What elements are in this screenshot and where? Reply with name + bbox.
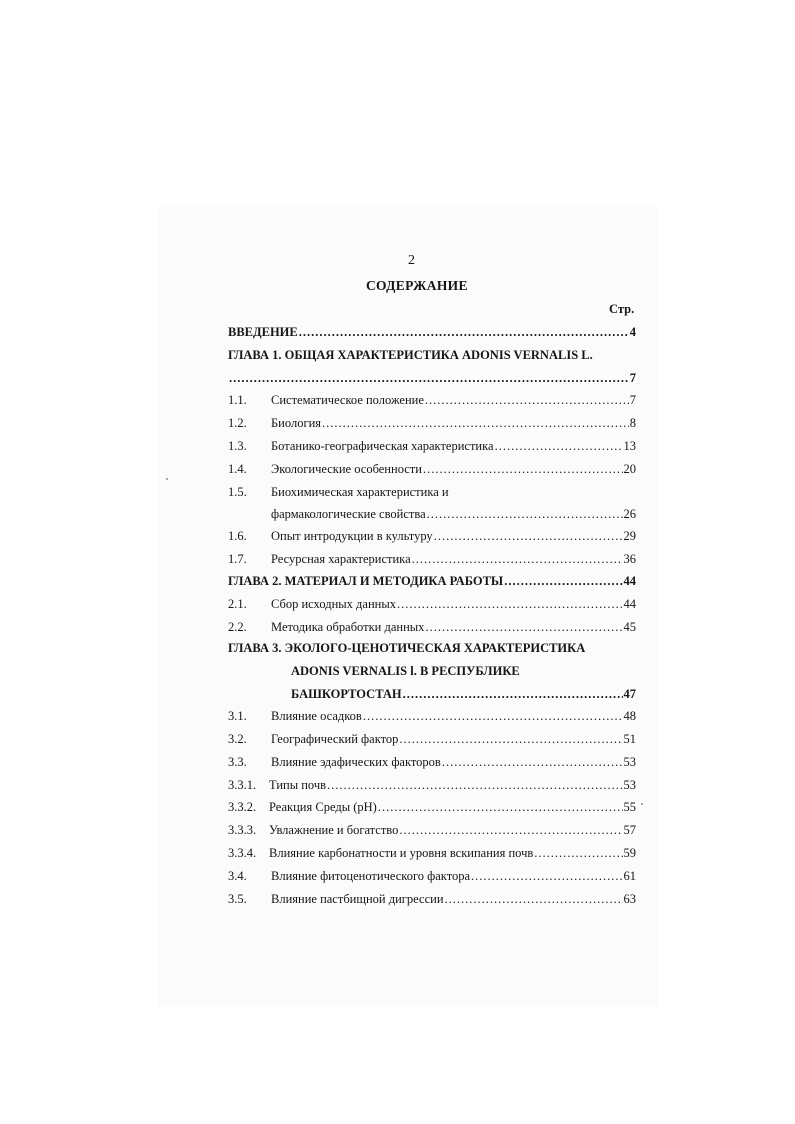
dot-leader — [299, 322, 629, 342]
toc-entry — [228, 459, 636, 479]
toc-entry-label: Влияние эдафических факторов — [271, 755, 441, 769]
toc-entry — [228, 775, 636, 795]
dot-leader — [378, 797, 623, 817]
toc-entry-chapter-2 — [228, 571, 636, 591]
dot-leader — [397, 594, 623, 614]
toc-entry-number: 1.4. — [228, 462, 247, 476]
toc-entry-page: 53 — [623, 755, 636, 769]
dot-leader — [399, 820, 622, 840]
page-number: 2 — [408, 253, 415, 268]
toc-entry — [228, 820, 636, 840]
dot-leader — [322, 413, 629, 433]
toc-entry-page: 7 — [629, 393, 636, 407]
toc-entry-number: 1.5. — [228, 485, 247, 499]
toc-entry-label: Биохимическая характеристика и — [271, 485, 449, 499]
dot-leader — [229, 368, 629, 388]
toc-entry-number: 3.4. — [228, 869, 247, 883]
toc-page-column-header: Стр. — [609, 302, 635, 316]
scan-speck — [641, 803, 643, 805]
toc-entry — [228, 706, 636, 726]
toc-entry-number: 1.7. — [228, 552, 247, 566]
toc-entry-label: Влияние фитоценотического фактора — [271, 869, 471, 883]
toc-entry-label: Опыт интродукции в культуру — [271, 529, 433, 543]
toc-entry-page: 47 — [623, 687, 636, 701]
toc-entry — [228, 436, 636, 456]
toc-entry-page: 29 — [623, 529, 636, 543]
toc-entry-page: 45 — [623, 620, 636, 634]
dot-leader — [471, 866, 622, 886]
dot-leader — [403, 684, 623, 704]
toc-entry-page: 57 — [623, 823, 636, 837]
chapter-3-title-line-2: ADONIS VERNALIS l. В РЕСПУБЛИКЕ — [291, 664, 520, 678]
toc-entry-label: Биология — [271, 416, 322, 430]
toc-entry-page: 8 — [629, 416, 636, 430]
toc-entry — [228, 549, 636, 569]
dot-leader — [412, 549, 623, 569]
toc-entry — [228, 889, 636, 909]
toc-entry-label: БАШКОРТОСТАН — [291, 687, 402, 701]
toc-entry-label: Экологические особенности — [271, 462, 422, 476]
toc-entry-number: 3.5. — [228, 892, 247, 906]
toc-entry-intro — [228, 322, 636, 342]
toc-entry — [228, 413, 636, 433]
toc-entry-number: 3.3. — [228, 755, 247, 769]
toc-entry-label: Методика обработки данных — [271, 620, 425, 634]
toc-entry-label: Реакция Среды (pH) — [269, 800, 377, 814]
toc-entry-page: 53 — [623, 778, 636, 792]
scan-speck — [166, 478, 168, 480]
dot-leader — [427, 504, 623, 524]
toc-entry-number: 1.3. — [228, 439, 247, 453]
toc-entry-page: 26 — [623, 507, 636, 521]
toc-entry-label: Географический фактор — [271, 732, 399, 746]
toc-entry-number: 3.3.2. — [228, 800, 257, 814]
toc-entry-page: 59 — [623, 846, 636, 860]
toc-entry-number: 3.3.1. — [228, 778, 257, 792]
toc-entry-page: 44 — [623, 597, 636, 611]
toc-entry-page: 20 — [623, 462, 636, 476]
toc-entry-page: 63 — [623, 892, 636, 906]
dot-leader — [442, 752, 623, 772]
toc-entry-label: Ресурсная характеристика — [271, 552, 411, 566]
toc-entry-number: 2.2. — [228, 620, 247, 634]
toc-entry-number: 3.1. — [228, 709, 247, 723]
toc-entry-label: ВВЕДЕНИЕ — [228, 325, 298, 339]
toc-entry — [228, 504, 636, 524]
toc-entry-chapter-3 — [291, 684, 636, 704]
chapter-3-title-line-1: ГЛАВА 3. ЭКОЛОГО-ЦЕНОТИЧЕСКАЯ ХАРАКТЕРИСТИКА — [228, 641, 586, 655]
toc-entry-label: Ботанико-географическая характеристика — [271, 439, 494, 453]
toc-entry-page: 55 — [623, 800, 636, 814]
toc-entry-page: 61 — [623, 869, 636, 883]
toc-entry — [228, 729, 636, 749]
dot-leader — [363, 706, 623, 726]
toc-entry-label: Влияние карбонатности и уровня вскипания почв — [269, 846, 534, 860]
toc-entry-label: Влияние пастбищной дигрессии — [271, 892, 444, 906]
toc-entry-label: Влияние осадков — [271, 709, 362, 723]
dot-leader — [504, 571, 622, 591]
dot-leader — [327, 775, 622, 795]
toc-entry — [228, 617, 636, 637]
toc-entry-number: 3.3.4. — [228, 846, 257, 860]
toc-entry-label: Увлажнение и богатство — [269, 823, 399, 837]
dot-leader — [425, 617, 622, 637]
dot-leader — [423, 459, 623, 479]
toc-entry-number: 3.3.3. — [228, 823, 257, 837]
toc-entry-number: 1.6. — [228, 529, 247, 543]
toc-entry — [228, 526, 636, 546]
toc-entry-number: 1.1. — [228, 393, 247, 407]
dot-leader — [495, 436, 623, 456]
toc-entry-page: 48 — [623, 709, 636, 723]
toc-entry-label: Сбор исходных данных — [271, 597, 396, 611]
toc-entry-label: фармакологические свойства — [271, 507, 426, 521]
toc-entry-number: 3.2. — [228, 732, 247, 746]
toc-entry — [228, 752, 636, 772]
toc-entry — [228, 797, 636, 817]
dot-leader — [399, 729, 622, 749]
toc-entry-label: ГЛАВА 2. МАТЕРИАЛ И МЕТОДИКА РАБОТЫ — [228, 574, 504, 588]
toc-entry-page: 4 — [629, 325, 636, 339]
toc-title: СОДЕРЖАНИЕ — [366, 278, 468, 293]
toc-entry — [228, 390, 636, 410]
dot-leader — [425, 390, 629, 410]
dot-leader — [434, 526, 623, 546]
chapter-1-title: ГЛАВА 1. ОБЩАЯ ХАРАКТЕРИСТИКА ADONIS VERNALIS L. — [228, 348, 593, 362]
toc-entry-page: 51 — [623, 732, 636, 746]
dot-leader — [445, 889, 623, 909]
toc-entry-page: 36 — [623, 552, 636, 566]
toc-entry-number: 1.2. — [228, 416, 247, 430]
toc-entry-number: 2.1. — [228, 597, 247, 611]
toc-entry — [228, 866, 636, 886]
toc-entry-chapter-1 — [228, 368, 636, 388]
toc-entry-label: Типы почв — [269, 778, 327, 792]
dot-leader — [534, 843, 622, 863]
toc-entry-page: 44 — [623, 574, 636, 588]
toc-entry — [228, 843, 636, 863]
toc-entry-label: Систематическое положение — [271, 393, 424, 407]
toc-entry — [228, 594, 636, 614]
toc-entry-page: 13 — [623, 439, 636, 453]
toc-entry-page: 7 — [629, 371, 636, 385]
